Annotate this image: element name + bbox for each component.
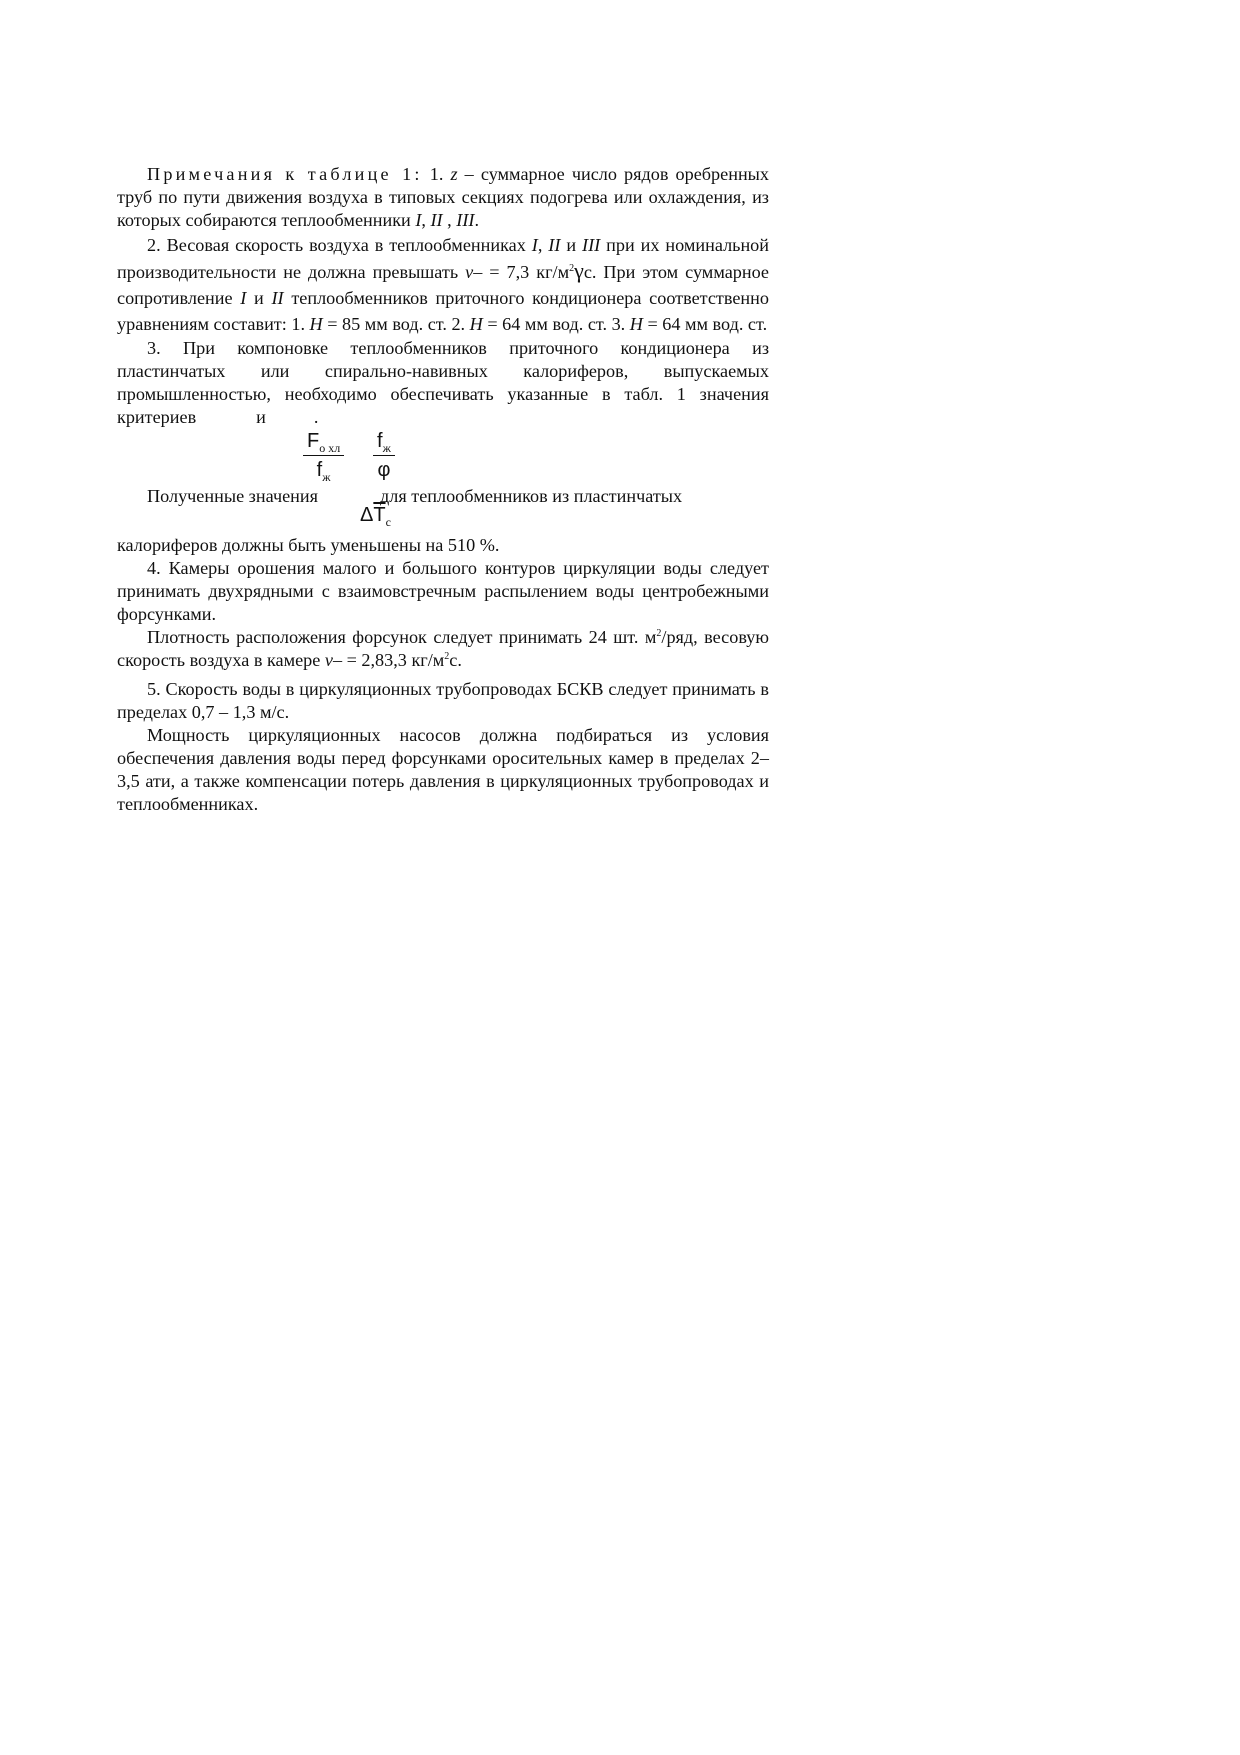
note-1: Примечания к таблице 1: 1. z – суммарное число рядов оребренных труб по пути движения воздуха в типовых секциях подогрева или охлаждения, из которых собираются теплообменники I, II , III. — [117, 164, 769, 230]
formula-area-ratio: $F_{о хл}$ $f_ж$ — [303, 429, 344, 484]
document-page — [117, 163, 769, 816]
note-3: 3. При компоновке теплообменников приточного кондиционера из пластинчатых или спирально-навивных калориферов, выпускаемых промышленностью, необходимо обеспечивать указанные в табл. 1 значения критериев и . — [117, 338, 769, 427]
note-5: 5. Скорость воды в циркуляционных трубопроводах БСКВ следует принимать в пределах 0,7 – 1,3 м/с. — [117, 679, 769, 722]
note-4-density: Плотность расположения форсунок следует принимать 24 шт. $м^2$/ряд, весовую скорость воздуха в камере v– = 2,83,3 $кг/м^2с$. — [117, 627, 769, 670]
note-4: 4. Камеры орошения малого и большого контуров циркуляции воды следует принимать двухрядными с взаимовстречным распылением воды центробежными форсунками. — [117, 558, 769, 624]
delta-t-formula: $\Delta\overline{T}_с$ — [360, 504, 391, 529]
note-3-reduction: калориферов должны быть уменьшены на 510 %. — [117, 535, 500, 555]
criteria-formulas — [117, 429, 769, 487]
note-2: 2. Весовая скорость воздуха в теплообменниках I, II и III при их номинальной производительности не должна превышать v– = 7,3 $кг/м^2\gamma с$. При этом суммарное сопротивление I и II теплообменников приточного кондиционера соответственно уравнениям составит: 1. H = 85 мм вод. ст. 2. H = 64 мм вод. ст. 3. H = 64 мм вод. ст. — [117, 235, 770, 334]
gamma-symbol: γ — [574, 258, 584, 283]
note-3-obtained: Полученные значения для теплообменников из пластинчатых — [147, 486, 683, 506]
formula-live-section-ratio: $f_ж$ φ — [373, 429, 395, 484]
note-5-pumps: Мощность циркуляционных насосов должна подбираться из условия обеспечения давления воды перед форсунками оросительных камер в пределах 2–3,5 ати, а также компенсации потерь давления в циркуляционных трубопроводах и теплообменниках. — [117, 725, 769, 814]
notes-lead: Примечания к таблице 1: — [147, 164, 423, 184]
